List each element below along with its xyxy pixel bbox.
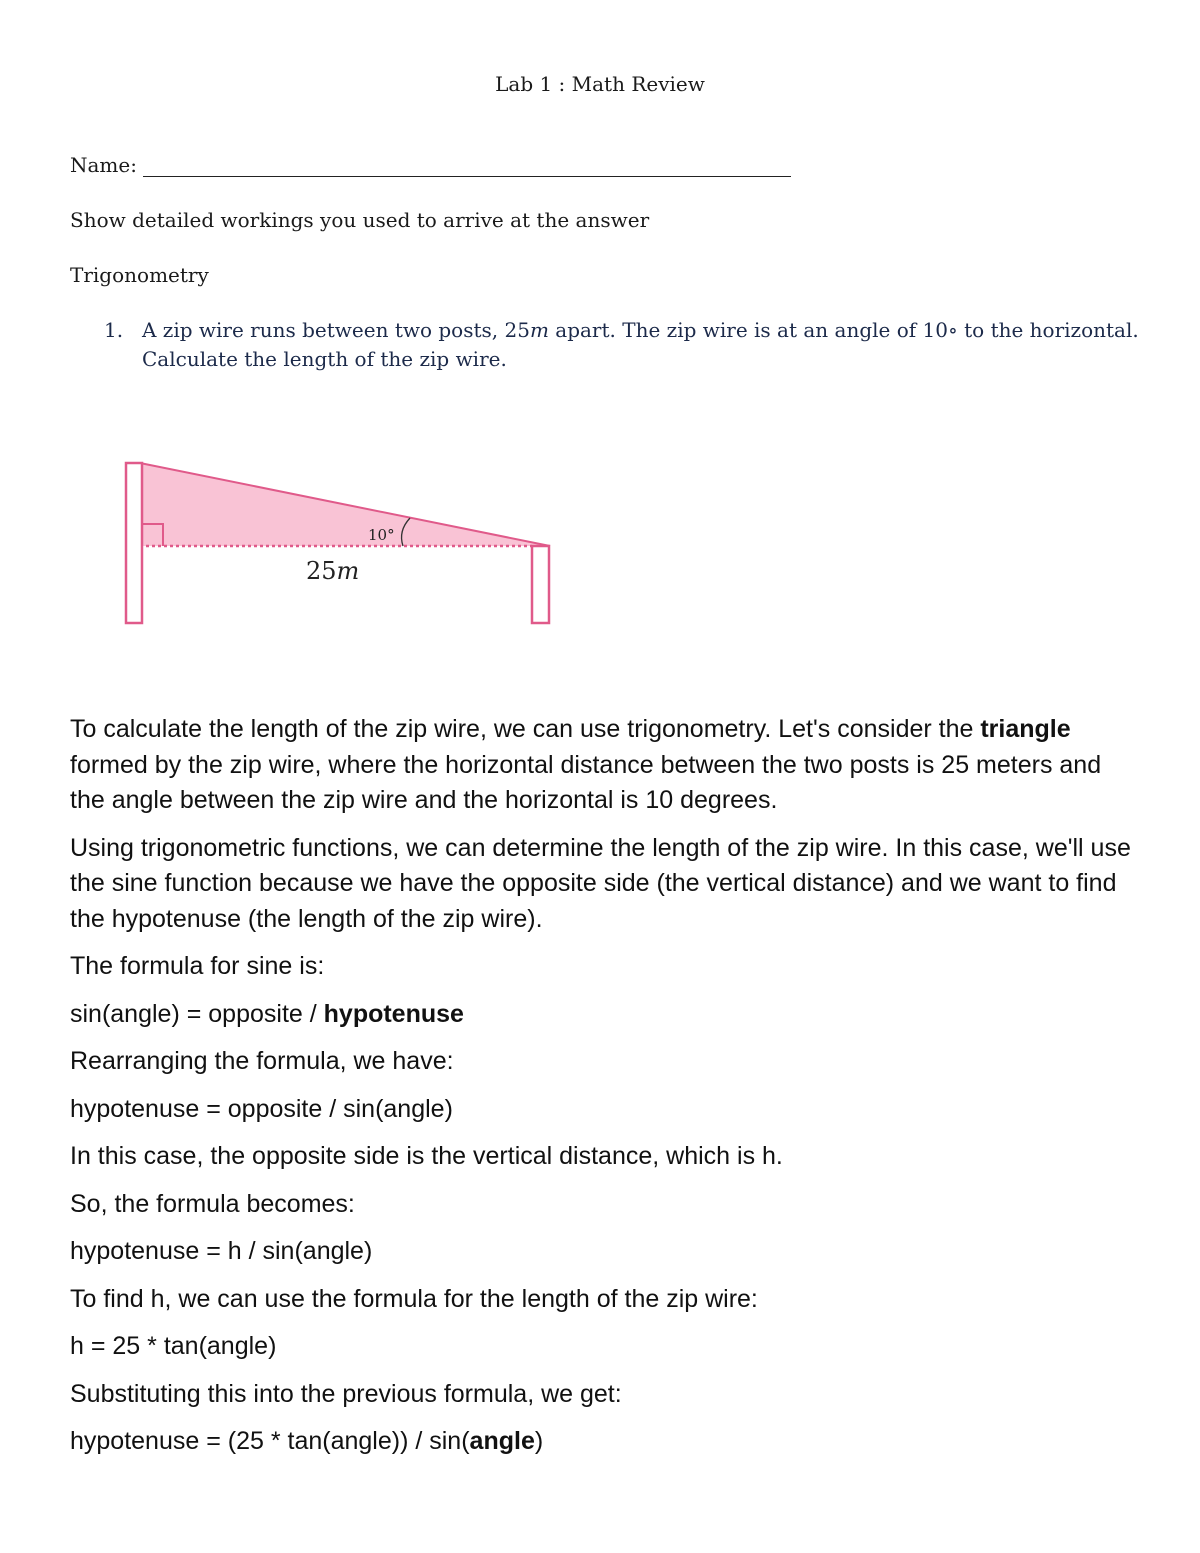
answer-formula-sine: sin(angle) = opposite / hypotenuse	[70, 999, 464, 1028]
answer-formula-rearranged: hypotenuse = opposite / sin(angle)	[70, 1094, 453, 1123]
question-text: A zip wire runs between two posts, 25m apart. The zip wire is at an angle of 10∘ to the horizontal. Calculate the length of the zip wire.	[142, 318, 1139, 371]
answer-paragraph-2: Using trigonometric functions, we can determine the length of the zip wire. In this case, we'll use the sine function because we have the opposite side (the vertical distance) and we want to find the hypotenuse (the length of the zip wire).	[70, 833, 1131, 933]
bold-angle: angle	[469, 1427, 535, 1455]
bold-hypotenuse: hypotenuse	[323, 999, 464, 1028]
left-post	[126, 463, 142, 623]
section-heading: Trigonometry	[70, 263, 209, 287]
instructions-text: Show detailed workings you used to arrive at the answer	[70, 208, 650, 232]
answer-formula-h: hypotenuse = h / sin(angle)	[70, 1237, 373, 1265]
answer-paragraph-3: The formula for sine is:	[70, 952, 325, 980]
answer-paragraph-7: In this case, the opposite side is the vertical distance, which is h.	[70, 1142, 783, 1170]
name-label: Name:	[70, 153, 137, 177]
name-blank-line	[143, 154, 791, 177]
answer-paragraph-10: To find h, we can use the formula for the length of the zip wire:	[70, 1284, 758, 1313]
answer-paragraph-5: Rearranging the formula, we have:	[70, 1047, 454, 1075]
distance-label: 25m	[306, 557, 360, 585]
answer-formula-tan: h = 25 * tan(angle)	[70, 1332, 277, 1360]
question-number: 1.	[104, 318, 124, 342]
question-1	[104, 316, 1164, 374]
document-title: Lab 1 : Math Review	[495, 72, 705, 96]
unit-m: m	[529, 318, 549, 342]
angle-label: 10°	[368, 526, 395, 544]
answer-paragraph-8: So, the formula becomes:	[70, 1189, 355, 1218]
answer-paragraph-1: To calculate the length of the zip wire, we can use trigonometry. Let's consider the triangle formed by the zip wire, where the horizontal distance between the two posts is 25 meters and the angle between the zip wire and the horizontal is 10 degrees.	[70, 715, 1102, 814]
answer-section	[70, 712, 1140, 1472]
answer-formula-final: hypotenuse = (25 * tan(angle)) / sin(angle)	[70, 1427, 544, 1455]
bold-triangle: triangle	[980, 715, 1071, 743]
right-post	[532, 546, 549, 623]
name-field	[70, 153, 791, 177]
answer-paragraph-12: Substituting this into the previous formula, we get:	[70, 1379, 622, 1408]
zip-wire-diagram	[118, 455, 568, 635]
